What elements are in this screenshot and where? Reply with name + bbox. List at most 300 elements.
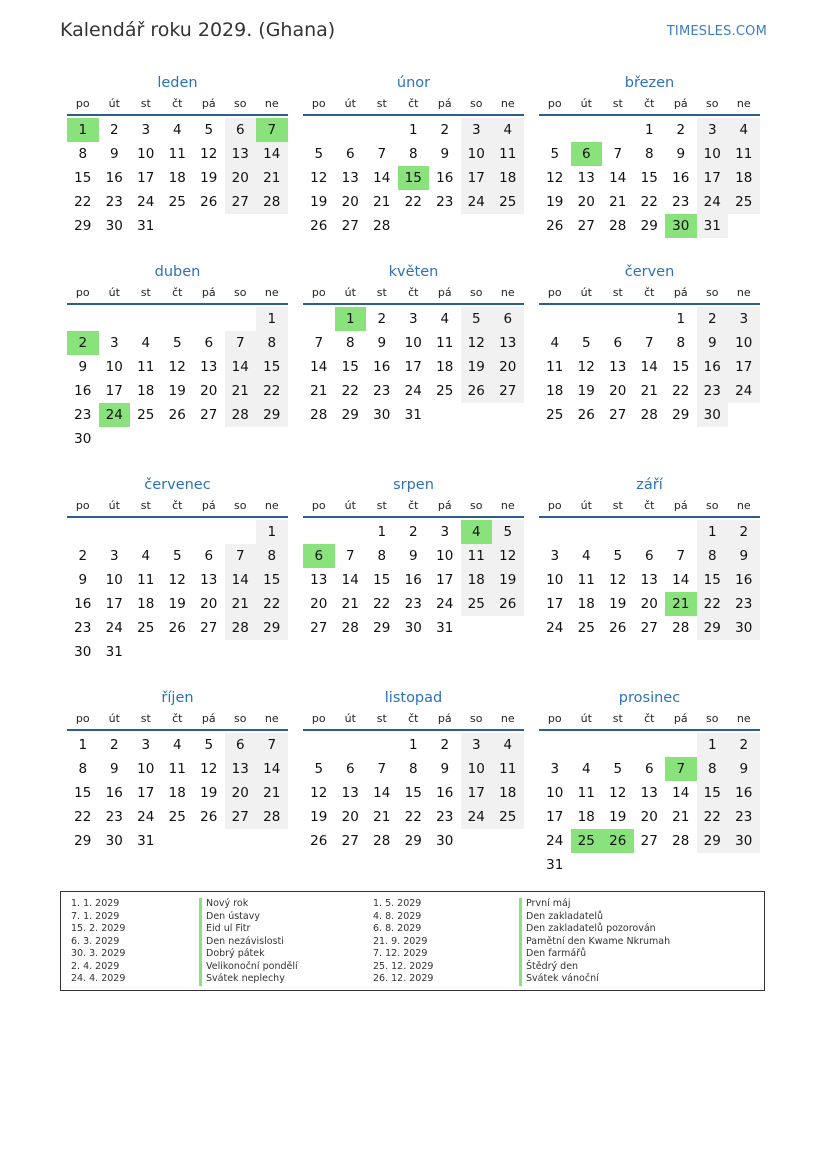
day-cell: 28 [672, 620, 690, 636]
day-cell: 6 [225, 733, 257, 757]
weekday-label: po [311, 286, 326, 299]
weekday-label: ne [736, 286, 751, 299]
weekday-label: út [344, 97, 356, 110]
day-cell: 1 [697, 520, 729, 544]
day-cell: 19 [609, 596, 627, 612]
day-cell: 15 [697, 568, 729, 592]
weekday-label: pá [437, 499, 452, 512]
holiday-day-cell: 1 [335, 307, 367, 331]
weekday-label: st [140, 499, 151, 512]
day-cell: 8 [78, 146, 88, 162]
day-cell: 30 [728, 616, 760, 640]
weekday-label: út [108, 97, 120, 110]
weekday-label: čt [408, 499, 419, 512]
day-cell: 10 [728, 331, 760, 355]
weekday-label: st [376, 286, 387, 299]
day-cell: 15 [404, 785, 422, 801]
day-cell: 22 [404, 809, 422, 825]
day-cell: 5 [550, 146, 560, 162]
day-cell: 12 [168, 572, 186, 588]
day-cell: 9 [676, 146, 686, 162]
weekday-label: so [470, 97, 483, 110]
day-cell: 21 [609, 194, 627, 210]
weekday-label: so [706, 712, 719, 725]
header-rule [67, 303, 288, 305]
day-cell: 19 [168, 383, 186, 399]
day-cell: 14 [373, 170, 391, 186]
day-cell: 3 [550, 548, 560, 564]
legend-holiday-name: Velikonoční pondělí [199, 961, 298, 974]
day-cell: 13 [640, 785, 658, 801]
weekday-label: pá [437, 712, 452, 725]
legend-date: 2. 4. 2029 [71, 960, 120, 972]
day-cell: 10 [546, 785, 564, 801]
holiday-day-cell: 7 [665, 757, 697, 781]
day-cell: 16 [728, 568, 760, 592]
day-cell: 12 [200, 146, 218, 162]
day-cell: 20 [640, 809, 658, 825]
day-cell: 23 [728, 805, 760, 829]
day-cell: 26 [461, 379, 493, 403]
day-cell: 31 [697, 214, 729, 238]
day-cell: 27 [492, 379, 524, 403]
day-cell: 23 [436, 809, 454, 825]
weekday-label: po [75, 286, 90, 299]
day-cell: 6 [204, 548, 214, 564]
weekday-label: st [140, 712, 151, 725]
day-cell: 8 [78, 761, 88, 777]
day-cell: 6 [345, 146, 355, 162]
weekday-label: ne [500, 286, 515, 299]
day-cell: 13 [225, 142, 257, 166]
day-cell: 21 [672, 809, 690, 825]
day-cell: 25 [168, 194, 186, 210]
day-cell: 2 [109, 737, 119, 753]
day-cell: 19 [546, 194, 564, 210]
day-cell: 3 [141, 737, 151, 753]
day-cell: 25 [492, 805, 524, 829]
day-cell: 6 [613, 335, 623, 351]
day-cell: 30 [728, 829, 760, 853]
day-cell: 24 [461, 190, 493, 214]
day-cell: 11 [577, 572, 595, 588]
day-cell: 14 [609, 170, 627, 186]
header-rule [303, 303, 524, 305]
day-cell: 13 [492, 331, 524, 355]
month-name: únor [396, 75, 431, 91]
day-cell: 2 [377, 311, 387, 327]
day-cell: 23 [672, 194, 690, 210]
day-cell: 9 [377, 335, 387, 351]
day-cell: 3 [697, 118, 729, 142]
day-cell: 4 [172, 737, 182, 753]
day-cell: 9 [728, 757, 760, 781]
day-cell: 11 [436, 335, 454, 351]
weekday-label: ne [264, 97, 279, 110]
day-cell: 15 [74, 785, 92, 801]
weekday-label: út [580, 712, 592, 725]
day-cell: 14 [256, 757, 288, 781]
weekday-label: út [108, 286, 120, 299]
header-rule [303, 114, 524, 116]
day-cell: 19 [168, 596, 186, 612]
legend-holiday-name: Nový rok [199, 898, 248, 911]
day-cell: 26 [546, 218, 564, 234]
day-cell: 8 [408, 146, 418, 162]
day-cell: 8 [676, 335, 686, 351]
day-cell: 23 [697, 379, 729, 403]
day-cell: 7 [256, 733, 288, 757]
holiday-day-cell: 4 [461, 520, 493, 544]
weekday-label: čt [408, 286, 419, 299]
weekday-label: st [140, 97, 151, 110]
day-cell: 19 [609, 809, 627, 825]
header-rule [67, 516, 288, 518]
day-cell: 8 [408, 761, 418, 777]
day-cell: 27 [200, 620, 218, 636]
header-rule [539, 114, 760, 116]
day-cell: 29 [697, 616, 729, 640]
day-cell: 29 [404, 833, 422, 849]
day-cell: 5 [204, 122, 214, 138]
weekday-label: po [75, 97, 90, 110]
day-cell: 19 [461, 355, 493, 379]
day-cell: 28 [373, 833, 391, 849]
holiday-day-cell: 30 [665, 214, 697, 238]
legend-date: 25. 12. 2029 [373, 960, 434, 972]
day-cell: 29 [373, 620, 391, 636]
day-cell: 4 [141, 548, 151, 564]
day-cell: 12 [310, 170, 328, 186]
day-cell: 10 [697, 142, 729, 166]
legend-holiday-name: Svátek vánoční [519, 973, 599, 986]
holiday-day-cell: 15 [398, 166, 430, 190]
day-cell: 3 [109, 335, 119, 351]
day-cell: 13 [200, 359, 218, 375]
header-rule [67, 729, 288, 731]
day-cell: 17 [137, 170, 155, 186]
day-cell: 20 [225, 166, 257, 190]
day-cell: 30 [105, 833, 123, 849]
day-cell: 1 [644, 122, 654, 138]
day-cell: 17 [546, 596, 564, 612]
day-cell: 22 [373, 596, 391, 612]
day-cell: 28 [341, 620, 359, 636]
day-cell: 28 [225, 616, 257, 640]
header-rule [303, 729, 524, 731]
day-cell: 27 [200, 407, 218, 423]
day-cell: 4 [172, 122, 182, 138]
day-cell: 4 [492, 118, 524, 142]
day-cell: 17 [436, 572, 454, 588]
weekday-label: so [470, 499, 483, 512]
day-cell: 7 [644, 335, 654, 351]
day-cell: 10 [461, 142, 493, 166]
day-cell: 11 [492, 757, 524, 781]
day-cell: 25 [546, 407, 564, 423]
day-cell: 7 [345, 548, 355, 564]
brand-logo[interactable]: TIMESLES.COM [666, 24, 767, 39]
day-cell: 18 [461, 568, 493, 592]
day-cell: 28 [609, 218, 627, 234]
weekday-label: st [376, 499, 387, 512]
weekday-label: st [140, 286, 151, 299]
day-cell: 20 [492, 355, 524, 379]
day-cell: 9 [78, 572, 88, 588]
day-cell: 21 [225, 592, 257, 616]
day-cell: 27 [341, 218, 359, 234]
day-cell: 9 [440, 761, 450, 777]
day-cell: 3 [440, 524, 450, 540]
weekday-label: čt [172, 712, 183, 725]
day-cell: 14 [672, 572, 690, 588]
month-name: září [636, 477, 663, 493]
day-cell: 22 [640, 194, 658, 210]
day-cell: 31 [404, 407, 422, 423]
legend-date: 21. 9. 2029 [373, 935, 428, 947]
day-cell: 25 [137, 620, 155, 636]
weekday-label: út [108, 712, 120, 725]
holiday-day-cell: 26 [602, 829, 634, 853]
weekday-label: čt [644, 286, 655, 299]
day-cell: 24 [728, 379, 760, 403]
day-cell: 10 [461, 757, 493, 781]
day-cell: 29 [256, 616, 288, 640]
day-cell: 13 [225, 757, 257, 781]
day-cell: 17 [546, 809, 564, 825]
day-cell: 27 [341, 833, 359, 849]
day-cell: 19 [310, 194, 328, 210]
weekday-label: čt [172, 499, 183, 512]
day-cell: 20 [225, 781, 257, 805]
month-name: březen [624, 75, 675, 91]
day-cell: 17 [461, 781, 493, 805]
day-cell: 15 [74, 170, 92, 186]
legend-holiday-name: Dobrý pátek [199, 948, 265, 961]
day-cell: 8 [377, 548, 387, 564]
legend-holiday-name: Štědrý den [519, 961, 578, 974]
day-cell: 26 [168, 620, 186, 636]
day-cell: 6 [644, 761, 654, 777]
day-cell: 14 [225, 355, 257, 379]
day-cell: 30 [404, 620, 422, 636]
day-cell: 27 [609, 407, 627, 423]
day-cell: 27 [225, 190, 257, 214]
legend-holiday-name: Eid ul Fitr [199, 923, 250, 936]
day-cell: 30 [74, 431, 92, 447]
day-cell: 4 [550, 335, 560, 351]
day-cell: 16 [404, 572, 422, 588]
legend-holiday-name: Den zakladatelů pozorován [519, 923, 656, 936]
day-cell: 24 [137, 194, 155, 210]
weekday-label: čt [644, 97, 655, 110]
day-cell: 16 [105, 170, 123, 186]
day-cell: 30 [373, 407, 391, 423]
day-cell: 12 [609, 785, 627, 801]
day-cell: 18 [168, 785, 186, 801]
day-cell: 12 [577, 359, 595, 375]
day-cell: 4 [581, 548, 591, 564]
weekday-label: ne [736, 499, 751, 512]
day-cell: 7 [225, 544, 257, 568]
day-cell: 13 [200, 572, 218, 588]
day-cell: 22 [672, 383, 690, 399]
holiday-day-cell: 1 [67, 118, 99, 142]
weekday-label: út [344, 286, 356, 299]
weekday-label: čt [172, 97, 183, 110]
day-cell: 31 [137, 218, 155, 234]
weekday-label: ne [500, 712, 515, 725]
legend-holiday-name: Den nezávislosti [199, 936, 284, 949]
day-cell: 20 [200, 383, 218, 399]
day-cell: 5 [492, 520, 524, 544]
day-cell: 5 [172, 548, 182, 564]
weekday-label: po [311, 499, 326, 512]
day-cell: 3 [109, 548, 119, 564]
weekday-label: pá [201, 286, 216, 299]
day-cell: 4 [728, 118, 760, 142]
weekday-label: st [612, 499, 623, 512]
day-cell: 26 [200, 809, 218, 825]
day-cell: 20 [577, 194, 595, 210]
day-cell: 17 [105, 383, 123, 399]
day-cell: 5 [581, 335, 591, 351]
day-cell: 9 [78, 359, 88, 375]
day-cell: 1 [697, 733, 729, 757]
day-cell: 9 [408, 548, 418, 564]
day-cell: 24 [461, 805, 493, 829]
day-cell: 8 [256, 544, 288, 568]
day-cell: 30 [436, 833, 454, 849]
day-cell: 2 [408, 524, 418, 540]
day-cell: 27 [310, 620, 328, 636]
weekday-label: pá [673, 712, 688, 725]
day-cell: 15 [373, 572, 391, 588]
legend-date: 1. 1. 2029 [71, 898, 120, 909]
weekday-label: út [108, 499, 120, 512]
day-cell: 11 [577, 785, 595, 801]
weekday-label: ne [264, 286, 279, 299]
day-cell: 18 [492, 781, 524, 805]
day-cell: 31 [137, 833, 155, 849]
day-cell: 23 [728, 592, 760, 616]
weekday-label: st [612, 97, 623, 110]
day-cell: 10 [404, 335, 422, 351]
day-cell: 23 [404, 596, 422, 612]
day-cell: 18 [492, 166, 524, 190]
day-cell: 17 [697, 166, 729, 190]
day-cell: 23 [105, 809, 123, 825]
day-cell: 19 [492, 568, 524, 592]
weekday-label: pá [437, 97, 452, 110]
day-cell: 21 [225, 379, 257, 403]
day-cell: 9 [728, 544, 760, 568]
weekday-label: ne [500, 97, 515, 110]
day-cell: 22 [341, 383, 359, 399]
day-cell: 25 [461, 592, 493, 616]
weekday-label: so [234, 499, 247, 512]
holiday-day-cell: 25 [571, 829, 603, 853]
day-cell: 29 [640, 218, 658, 234]
day-cell: 16 [697, 355, 729, 379]
day-cell: 11 [137, 572, 155, 588]
day-cell: 9 [109, 146, 119, 162]
day-cell: 18 [137, 383, 155, 399]
day-cell: 6 [644, 548, 654, 564]
day-cell: 20 [200, 596, 218, 612]
weekday-label: čt [644, 712, 655, 725]
day-cell: 7 [314, 335, 324, 351]
weekday-label: ne [264, 499, 279, 512]
day-cell: 8 [697, 544, 729, 568]
holiday-day-cell: 24 [99, 403, 131, 427]
day-cell: 2 [697, 307, 729, 331]
day-cell: 19 [577, 383, 595, 399]
legend-holiday-name: První máj [519, 898, 571, 911]
day-cell: 27 [640, 833, 658, 849]
day-cell: 4 [581, 761, 591, 777]
header-rule [539, 729, 760, 731]
day-cell: 24 [105, 620, 123, 636]
day-cell: 1 [676, 311, 686, 327]
legend-date: 7. 12. 2029 [373, 948, 428, 959]
day-cell: 4 [141, 335, 151, 351]
day-cell: 3 [550, 761, 560, 777]
day-cell: 22 [697, 805, 729, 829]
holiday-legend [60, 891, 765, 991]
weekday-label: čt [644, 499, 655, 512]
day-cell: 26 [200, 194, 218, 210]
day-cell: 19 [310, 809, 328, 825]
day-cell: 28 [225, 403, 257, 427]
weekday-label: st [376, 712, 387, 725]
weekday-label: po [311, 712, 326, 725]
day-cell: 22 [404, 194, 422, 210]
month-name: květen [388, 264, 439, 280]
day-cell: 3 [141, 122, 151, 138]
day-cell: 14 [225, 568, 257, 592]
day-cell: 22 [74, 809, 92, 825]
day-cell: 18 [577, 596, 595, 612]
weekday-label: út [344, 712, 356, 725]
day-cell: 24 [697, 190, 729, 214]
day-cell: 20 [640, 596, 658, 612]
weekday-label: út [344, 499, 356, 512]
day-cell: 18 [546, 383, 564, 399]
day-cell: 18 [436, 359, 454, 375]
day-cell: 14 [310, 359, 328, 375]
legend-date: 26. 12. 2029 [373, 973, 434, 984]
weekday-label: so [234, 286, 247, 299]
day-cell: 17 [461, 166, 493, 190]
weekday-label: pá [201, 712, 216, 725]
weekday-label: pá [673, 286, 688, 299]
day-cell: 27 [577, 218, 595, 234]
day-cell: 7 [613, 146, 623, 162]
day-cell: 2 [78, 548, 88, 564]
day-cell: 1 [408, 122, 418, 138]
day-cell: 18 [577, 809, 595, 825]
day-cell: 17 [137, 785, 155, 801]
legend-date: 30. 3. 2029 [71, 948, 126, 959]
day-cell: 2 [440, 122, 450, 138]
legend-date: 4. 8. 2029 [373, 910, 422, 922]
day-cell: 30 [105, 218, 123, 234]
day-cell: 11 [728, 142, 760, 166]
legend-date: 24. 4. 2029 [71, 973, 126, 984]
day-cell: 11 [168, 761, 186, 777]
day-cell: 28 [672, 833, 690, 849]
